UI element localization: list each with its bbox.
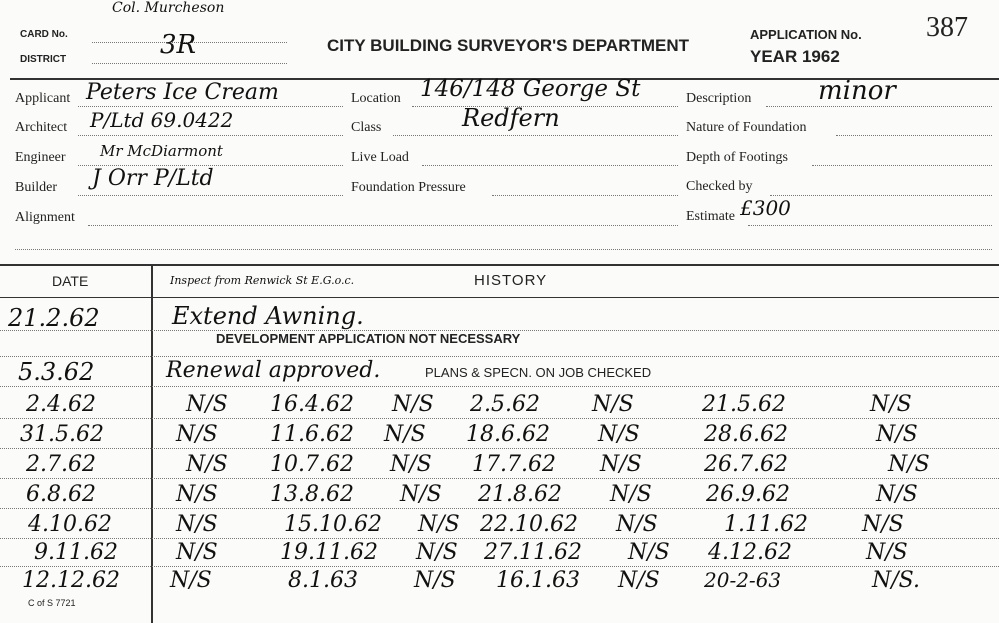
- not-satisfactory-mark: N/S: [384, 422, 426, 447]
- department-title: CITY BUILDING SURVEYOR'S DEPARTMENT: [327, 36, 690, 55]
- not-satisfactory-mark: N/S: [390, 452, 432, 477]
- class-label: Class: [351, 120, 382, 135]
- estimate-line: [748, 225, 992, 226]
- year-label: YEAR 1962: [750, 47, 840, 66]
- not-satisfactory-mark: N/S: [600, 452, 642, 477]
- inspection-date: 16.1.63: [496, 568, 580, 593]
- foundation-pressure-label: Foundation Pressure: [351, 180, 466, 195]
- inspection-date: 9.11.62: [34, 540, 118, 565]
- estimate-value: £300: [740, 196, 791, 220]
- builder-value: J Orr P/Ltd: [92, 166, 214, 191]
- inspection-date: 26.7.62: [704, 452, 788, 477]
- inspection-date: 31.5.62: [20, 422, 104, 447]
- engineer-value: Mr McDiarmont: [100, 142, 223, 160]
- not-satisfactory-mark: N/S: [176, 482, 218, 507]
- inspect-note: Inspect from Renwick St E.G.o.c.: [170, 274, 355, 287]
- row-line: [0, 478, 999, 479]
- inspection-date: 27.11.62: [484, 540, 582, 565]
- history-date: 21.2.62: [8, 304, 100, 332]
- inspection-date: 10.7.62: [270, 452, 354, 477]
- history-date: 5.3.62: [18, 358, 95, 386]
- applicant-label: Applicant: [15, 91, 71, 106]
- not-satisfactory-mark: N/S: [598, 422, 640, 447]
- application-number: 387: [926, 12, 968, 43]
- depth-line: [812, 165, 992, 166]
- row-line: [0, 566, 999, 567]
- not-satisfactory-mark: N/S: [392, 392, 434, 417]
- location-value: 146/148 George St: [420, 76, 641, 102]
- not-satisfactory-mark: N/S: [870, 392, 912, 417]
- inspection-date: 21.5.62: [702, 392, 786, 417]
- inspection-date: 1.11.62: [724, 512, 808, 537]
- history-header: HISTORY: [474, 272, 548, 289]
- nature-line: [836, 135, 992, 136]
- not-satisfactory-mark: N/S.: [872, 568, 920, 593]
- row-line: [0, 508, 999, 509]
- not-satisfactory-mark: N/S: [628, 540, 670, 565]
- not-satisfactory-mark: N/S: [610, 482, 652, 507]
- row-line: [0, 448, 999, 449]
- row-line: [0, 330, 999, 331]
- inspection-date: 16.4.62: [270, 392, 354, 417]
- history-stamp: DEVELOPMENT APPLICATION NOT NECESSARY: [216, 331, 521, 346]
- not-satisfactory-mark: N/S: [400, 482, 442, 507]
- row-line: [0, 418, 999, 419]
- live-load-line: [422, 165, 678, 166]
- alignment-label: Alignment: [15, 210, 75, 225]
- inspection-date: 2.5.62: [470, 392, 540, 417]
- not-satisfactory-mark: N/S: [876, 422, 918, 447]
- not-satisfactory-mark: N/S: [176, 540, 218, 565]
- inspection-date: 28.6.62: [704, 422, 788, 447]
- not-satisfactory-mark: N/S: [592, 392, 634, 417]
- alignment-line: [88, 225, 678, 226]
- applicant-line: [78, 106, 343, 107]
- class-value: Redfern: [462, 104, 560, 132]
- not-satisfactory-mark: N/S: [170, 568, 212, 593]
- applicant-value: Peters Ice Cream: [86, 80, 279, 105]
- date-column-divider: [151, 265, 153, 623]
- inspection-date: 22.10.62: [480, 512, 578, 537]
- inspection-date: 4.10.62: [28, 512, 112, 537]
- not-satisfactory-mark: N/S: [862, 512, 904, 537]
- description-value: minor: [818, 76, 896, 106]
- row-line: [0, 386, 999, 387]
- not-satisfactory-mark: N/S: [416, 540, 458, 565]
- location-label: Location: [351, 91, 401, 106]
- architect-value: P/Ltd 69.0422: [90, 108, 234, 132]
- form-code: C of S 7721: [28, 598, 76, 608]
- not-satisfactory-mark: N/S: [888, 452, 930, 477]
- inspection-date: 11.6.62: [270, 422, 354, 447]
- not-satisfactory-mark: N/S: [418, 512, 460, 537]
- inspection-date: 17.7.62: [472, 452, 556, 477]
- nature-label: Nature of Foundation: [686, 120, 807, 135]
- not-satisfactory-mark: N/S: [176, 512, 218, 537]
- inspection-date: 8.1.63: [288, 568, 358, 593]
- inspection-date: 26.9.62: [706, 482, 790, 507]
- bottom-form-line: [15, 249, 992, 250]
- builder-label: Builder: [15, 180, 57, 195]
- inspection-date: 13.8.62: [270, 482, 354, 507]
- not-satisfactory-mark: N/S: [618, 568, 660, 593]
- not-satisfactory-mark: N/S: [176, 422, 218, 447]
- inspection-date: 2.4.62: [26, 392, 96, 417]
- inspection-date: 6.8.62: [26, 482, 96, 507]
- history-text: Extend Awning.: [172, 302, 364, 330]
- not-satisfactory-mark: N/S: [186, 452, 228, 477]
- not-satisfactory-mark: N/S: [616, 512, 658, 537]
- district-value: 3R: [160, 30, 197, 60]
- row-line: [0, 538, 999, 539]
- history-text: Renewal approved.: [166, 358, 381, 383]
- class-line: [393, 135, 678, 136]
- inspection-date: 19.11.62: [280, 540, 378, 565]
- checked-label: Checked by: [686, 179, 753, 194]
- live-load-label: Live Load: [351, 150, 409, 165]
- not-satisfactory-mark: N/S: [876, 482, 918, 507]
- row-line: [0, 356, 999, 357]
- history-header-rule: [0, 297, 999, 298]
- description-label: Description: [686, 91, 752, 106]
- inspection-date: 15.10.62: [284, 512, 382, 537]
- description-line: [766, 106, 992, 107]
- inspection-date: 18.6.62: [466, 422, 550, 447]
- card-no-label: CARD No.: [20, 29, 68, 40]
- engineer-label: Engineer: [15, 150, 66, 165]
- top-note: Col. Murcheson: [112, 0, 225, 16]
- architect-line: [78, 135, 343, 136]
- estimate-label: Estimate: [686, 209, 735, 224]
- not-satisfactory-mark: N/S: [414, 568, 456, 593]
- not-satisfactory-mark: N/S: [186, 392, 228, 417]
- application-no-label: APPLICATION No.: [750, 27, 862, 42]
- checked-line: [770, 195, 992, 196]
- inspection-date: 4.12.62: [708, 540, 792, 565]
- history-top-rule: [0, 264, 999, 266]
- date-header: DATE: [52, 273, 89, 289]
- district-label: DISTRICT: [20, 54, 67, 65]
- inspection-date: 20-2-63: [704, 568, 782, 592]
- builder-line: [78, 195, 343, 196]
- inspection-date: 12.12.62: [22, 568, 120, 593]
- inspection-date: 2.7.62: [26, 452, 96, 477]
- foundation-pressure-line: [492, 195, 678, 196]
- architect-label: Architect: [15, 120, 68, 135]
- history-stamp: PLANS & SPECN. ON JOB CHECKED: [425, 365, 652, 380]
- depth-label: Depth of Footings: [686, 150, 788, 165]
- not-satisfactory-mark: N/S: [866, 540, 908, 565]
- district-line: [92, 63, 287, 64]
- inspection-date: 21.8.62: [478, 482, 562, 507]
